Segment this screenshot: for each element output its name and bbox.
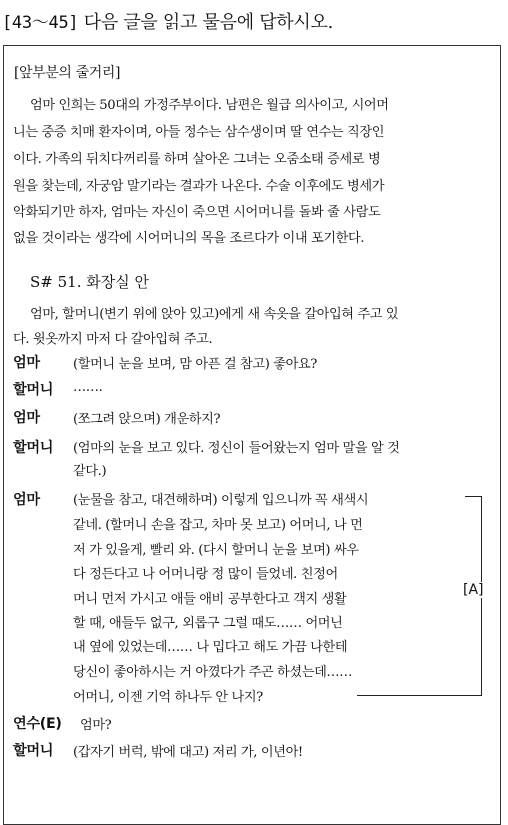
summary-line: 이다. 가족의 뒤치다꺼리를 하며 살아온 그녀는 오줌소태 증세로 병	[13, 152, 381, 167]
speaker-label: 할머니	[13, 382, 54, 398]
dialogue-line: 머니 먼저 가시고 애들 애비 공부한다고 객지 생활	[73, 592, 347, 607]
dialogue-line: 엄마?	[80, 718, 112, 733]
dialogue-line: 어머니, 이젠 기억 하나두 안 나지?	[73, 690, 263, 705]
summary-line: 니는 중증 치매 환자이며, 아들 정수는 삼수생이며 딸 연수는 직장인	[13, 125, 385, 140]
speaker-label: 할머니	[13, 743, 54, 759]
dialogue-line: 같다.)	[73, 464, 107, 479]
dialogue-line: (갑자기 버럭, 밖에 대고) 저리 가, 이년아!	[73, 745, 303, 760]
summary-line: 없을 것이라는 생각에 시어머니의 목을 조르다가 이내 포기한다.	[13, 231, 365, 246]
dialogue-line: 저 가 있을게, 빨리 와. (다시 할머니 눈을 보며) 싸우	[73, 543, 359, 558]
scene-heading: S# 51. 화장실 안	[30, 273, 149, 291]
speaker-label: 엄마	[13, 410, 40, 426]
summary-line: 원을 찾는데, 자궁암 말기라는 결과가 나온다. 수술 이후에도 병세가	[13, 179, 385, 194]
summary-line: 악화되기만 하자, 엄마는 자신이 죽으면 시어머니를 돌봐 줄 사람도	[13, 205, 381, 220]
bracket-label: [A]	[463, 582, 484, 598]
question-header	[2, 8, 333, 34]
dialogue-line: …….	[73, 380, 103, 395]
dialogue-line: (쪼그려 앉으며) 개운하지?	[73, 412, 221, 427]
bracket-top-line	[465, 496, 482, 497]
stage-direction-line: 엄마, 할머니(변기 위에 앉아 있고)에게 새 속옷을 갈아입혀 주고 있	[30, 307, 399, 322]
dialogue-line: 같네. (할머니 손을 잡고, 차마 못 보고) 어머니, 나 먼	[73, 518, 363, 533]
summary-line: 엄마 인희는 50대의 가정주부이다. 남편은 월급 의사이고, 시어머	[30, 98, 389, 113]
summary-title: [앞부분의 줄거리]	[14, 65, 121, 81]
dialogue-line: 내 옆에 있었는데…… 나 밉다고 해도 가끔 나한테	[73, 640, 348, 655]
dialogue-line: (눈물을 참고, 대견해하며) 이렇게 입으니까 꼭 새색시	[73, 493, 369, 508]
speaker-label: 엄마	[13, 355, 40, 371]
dialogue-line: (엄마의 눈을 보고 있다. 정신이 들어왔는지 엄마 말을 알 것	[73, 441, 400, 456]
speaker-label: 엄마	[13, 492, 40, 508]
dialogue-line: 다 정든다고 나 어머니랑 정 많이 들었네. 친정어	[73, 567, 338, 582]
bracket-bottom-line	[357, 695, 482, 696]
dialogue-line: (할머니 눈을 보며, 맘 아픈 걸 참고) 좋아요?	[73, 357, 317, 372]
dialogue-line: 할 때, 애들두 없구, 외롭구 그럴 때도…… 어머닌	[73, 616, 343, 631]
speaker-label: 할머니	[13, 440, 54, 456]
stage-direction-line: 다. 윗옷까지 마저 다 갈아입혀 주고.	[13, 332, 213, 347]
dialogue-line: 당신이 좋아하시는 거 아꼈다가 주곤 하셨는데……	[73, 665, 352, 680]
question-instruction: 다음 글을 읽고 물음에 답하시오.	[83, 12, 333, 33]
speaker-label: 연수(E)	[13, 716, 62, 732]
question-range: [43～45]	[2, 13, 79, 33]
